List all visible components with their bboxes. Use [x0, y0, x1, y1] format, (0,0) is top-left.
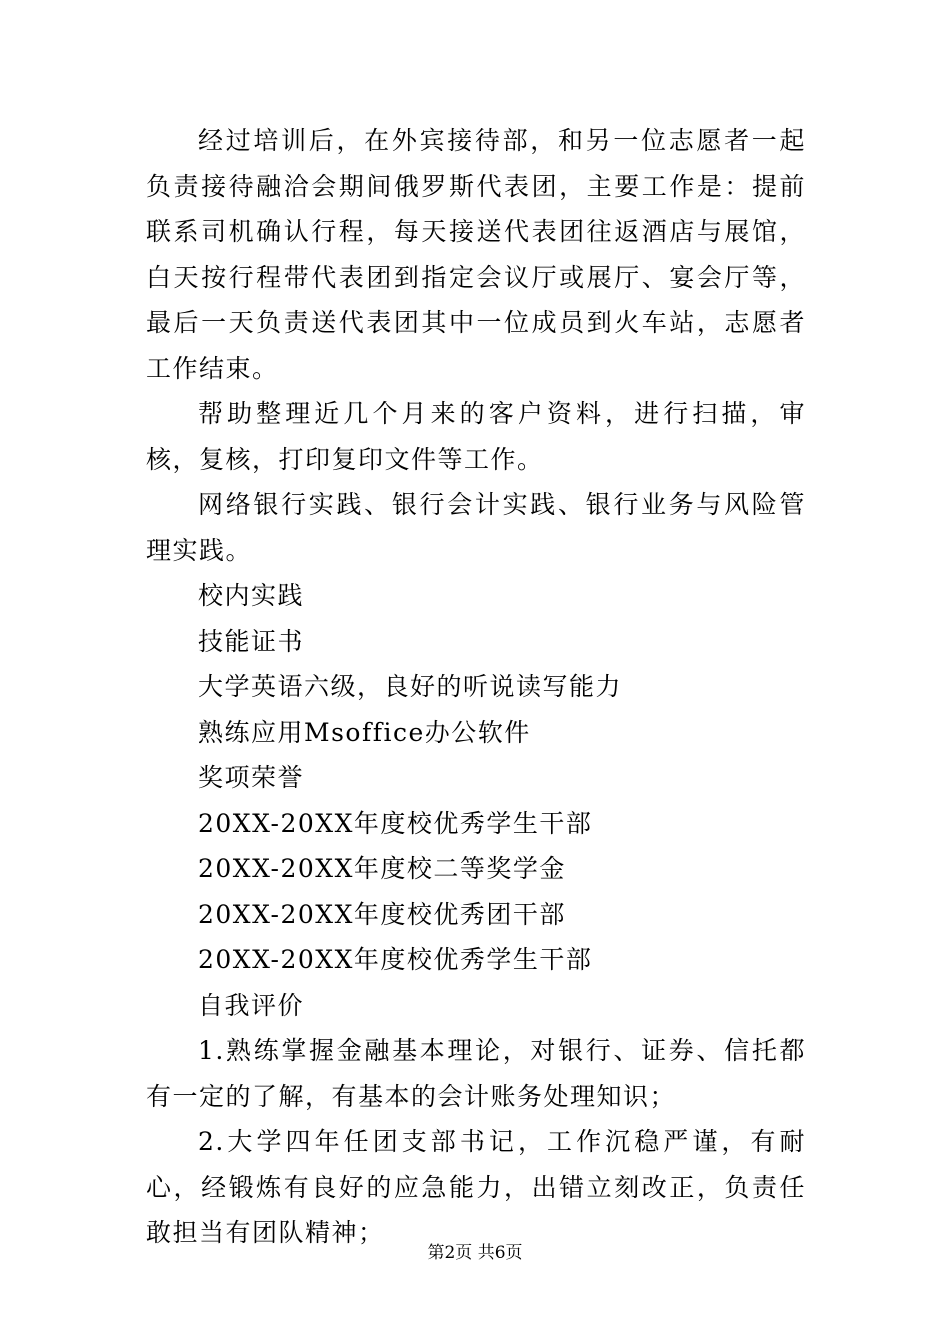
list-item-award: 20XX-20XX年度校优秀学生干部	[198, 945, 593, 974]
list-item-award: 20XX-20XX年度校二等奖学金	[198, 854, 566, 883]
heading-self-evaluation: 自我评价	[198, 990, 305, 1020]
heading-awards: 奖项荣誉	[198, 763, 305, 792]
page-number-footer: 第2页 共6页	[427, 1243, 523, 1263]
paragraph-evaluation-2: 2.大学四年任团支部书记，工作沉稳严谨，有耐心，经锻炼有良好的应急能力，出错立刻改正，负责任敢担当有团队精神；	[146, 1127, 806, 1247]
paragraph-evaluation-1: 1.熟练掌握金融基本理论，对银行、证券、信托都有一定的了解，有基本的会计账务处理知识；	[146, 1036, 806, 1111]
paragraph-volunteer-work: 经过培训后，在外宾接待部，和另一位志愿者一起负责接待融洽会期间俄罗斯代表团，主要工作是：提前联系司机确认行程，每天接送代表团往返酒店与展馆，白天按行程带代表团到指定会议厅或展厅、宴会厅等，最后一天负责送代表团其中一位成员到火车站，志愿者工作结束。	[146, 126, 806, 383]
list-item-cet6: 大学英语六级，良好的听说读写能力	[198, 672, 623, 701]
heading-campus-practice: 校内实践	[198, 581, 305, 610]
paragraph-client-data: 帮助整理近几个月来的客户资料，进行扫描，审核，复核，打印复印文件等工作。	[146, 399, 806, 474]
document-body	[146, 118, 806, 1256]
paragraph-bank-practice: 网络银行实践、银行会计实践、银行业务与风险管理实践。	[146, 490, 806, 565]
list-item-award: 20XX-20XX年度校优秀学生干部	[198, 808, 593, 838]
list-item-award: 20XX-20XX年度校优秀团干部	[198, 899, 566, 929]
heading-skills-certificates: 技能证书	[198, 626, 305, 656]
list-item-msoffice: 熟练应用Msoffice办公软件	[198, 717, 531, 747]
